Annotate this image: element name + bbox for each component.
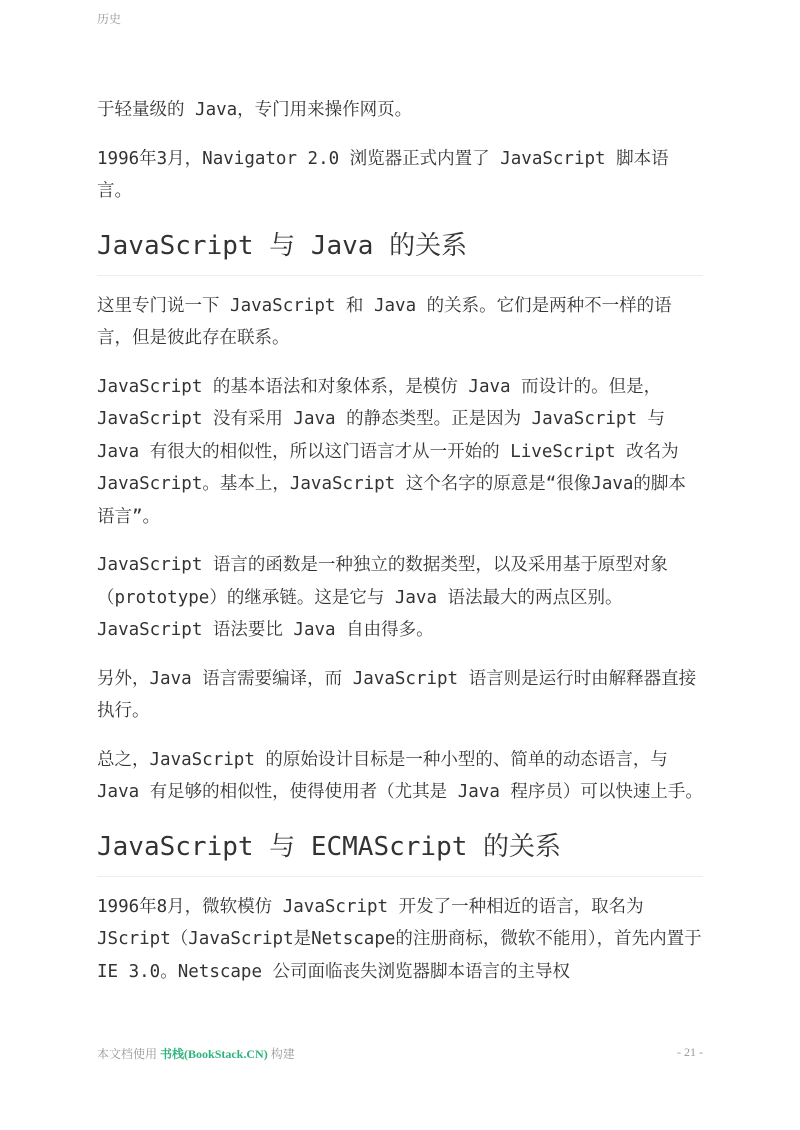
paragraph: 1996年3月，Navigator 2.0 浏览器正式内置了 JavaScript 脚本语言。: [97, 148, 669, 201]
paragraph: 另外，Java 语言需要编译，而 JavaScript 语言则是运行时由解释器直接执行。: [97, 668, 697, 721]
footer-brand-link[interactable]: 书栈(BookStack.CN): [160, 1047, 268, 1061]
section-heading-javascript-ecmascript: JavaScript 与 ECMAScript 的关系: [97, 825, 703, 877]
paragraph: JavaScript 的基本语法和对象体系，是模仿 Java 而设计的。但是，JavaScript 没有采用 Java 的静态类型。正是因为 JavaScript 与 Java 有很大的相似性，所以这门语言才从一开始的 LiveScript 改名为 JavaScript。基本上，JavaScript 这个名字的原意是“很像Java的脚本语言”。: [97, 376, 686, 527]
section-heading-javascript-java: JavaScript 与 Java 的关系: [97, 224, 703, 276]
footer-suffix: 构建: [270, 1047, 295, 1061]
page-footer: [97, 1045, 703, 1062]
footer-prefix: 本文档使用: [97, 1047, 158, 1061]
running-header: 历史: [97, 12, 122, 26]
paragraph: 这里专门说一下 JavaScript 和 Java 的关系。它们是两种不一样的语言，但是彼此存在联系。: [97, 295, 672, 348]
document-content: [97, 94, 703, 1004]
page-number: - 21 -: [677, 1045, 703, 1059]
paragraph: 总之，JavaScript 的原始设计目标是一种小型的、简单的动态语言，与 Java 有足够的相似性，使得使用者（尤其是 Java 程序员）可以快速上手。: [97, 749, 703, 802]
paragraph: JavaScript 语言的函数是一种独立的数据类型，以及采用基于原型对象（prototype）的继承链。这是它与 Java 语法最大的两点区别。JavaScript 语法要比 Java 自由得多。: [97, 555, 668, 640]
paragraph: 于轻量级的 Java，专门用来操作网页。: [97, 100, 413, 120]
paragraph: 1996年8月，微软模仿 JavaScript 开发了一种相近的语言，取名为 JScript（JavaScript是Netscape的注册商标，微软不能用），首先内置于IE 3.0。Netscape 公司面临丧失浏览器脚本语言的主导权: [97, 896, 702, 982]
